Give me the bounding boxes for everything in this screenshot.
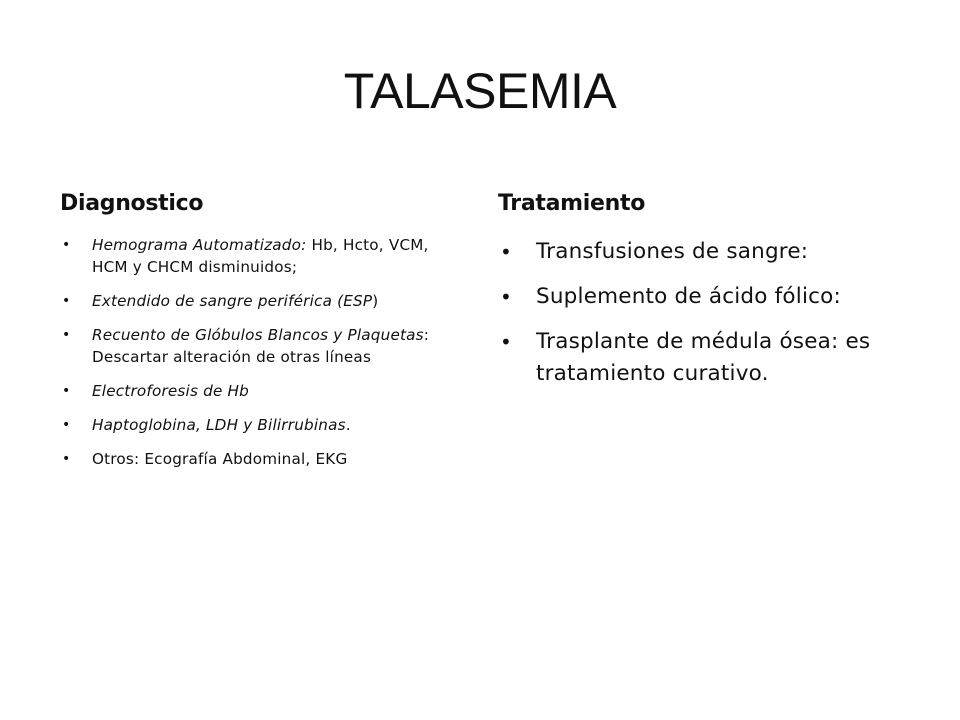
list-item: • Transfusiones de sangre: [498, 236, 918, 268]
tratamiento-heading: Tratamiento [498, 191, 646, 216]
item-text: Hb, Hcto, VCM, HCM y CHCM disminuidos; [92, 236, 429, 276]
list-item [60, 324, 452, 368]
item-text: . [345, 416, 351, 434]
list-item [60, 448, 452, 470]
list-item: • Trasplante de médula ósea: es tratamiento curativo. [498, 326, 918, 390]
diagnostico-heading: Diagnostico [60, 191, 204, 216]
item-italic-text: Recuento de Glóbulos Blancos y Plaquetas [92, 326, 424, 344]
list-item: • Suplemento de ácido fólico: [498, 281, 918, 313]
diagnostico-column [60, 186, 452, 482]
tratamiento-list [498, 236, 918, 390]
item-text: Otros: Ecografía Abdominal, EKG [92, 450, 348, 468]
item-italic-text: Electroforesis de Hb [92, 382, 249, 400]
item-italic-text: Hemograma Automatizado: [92, 236, 307, 254]
item-text: : Descartar alteración de otras líneas [92, 326, 430, 366]
list-item [60, 414, 452, 436]
diagnostico-list [60, 234, 452, 470]
tratamiento-column [498, 186, 918, 403]
list-item [60, 380, 452, 402]
item-italic-text: Haptoglobina, LDH y Bilirrubinas [92, 416, 346, 434]
item-text: ) [372, 292, 379, 310]
slide-title: TALASEMIA [343, 63, 617, 119]
list-item [60, 234, 452, 278]
item-italic-text: Extendido de sangre periférica (ESP [92, 292, 373, 310]
list-item [60, 290, 452, 312]
